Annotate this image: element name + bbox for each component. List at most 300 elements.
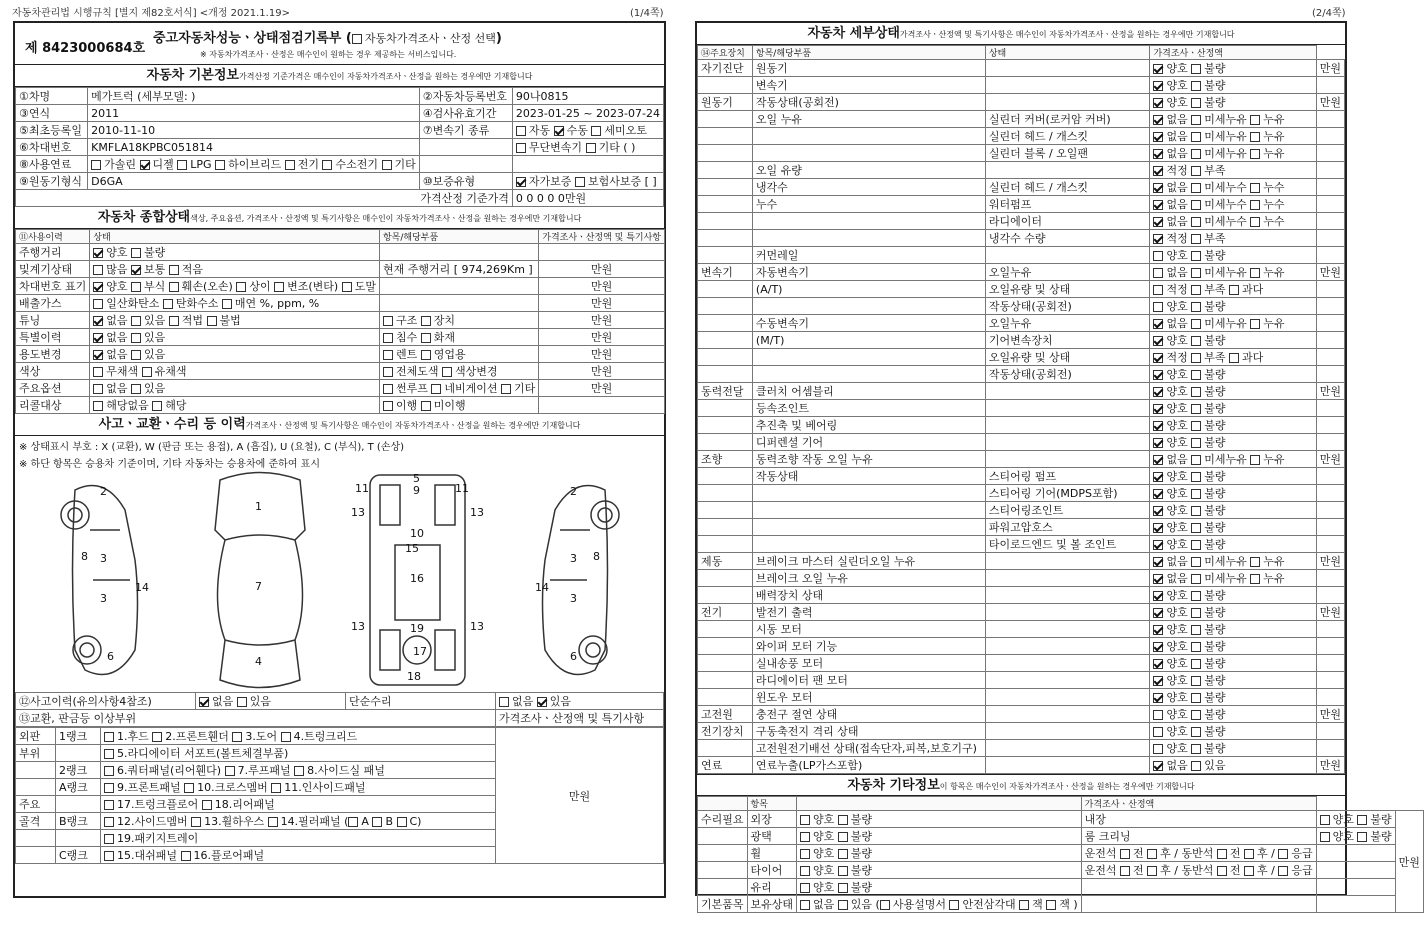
table-cell[interactable]: 무채색 유채색: [90, 363, 380, 380]
table-cell[interactable]: 양호 불량: [1150, 400, 1316, 417]
table-cell[interactable]: 가솔린 디젤 LPG 하이브리드 전기 수소전기 기타: [88, 156, 420, 173]
table-cell: 실내송풍 모터: [752, 655, 985, 672]
table-cell[interactable]: 양호 불량: [797, 845, 1082, 862]
checkbox[interactable]: [1191, 404, 1201, 414]
table-cell[interactable]: 자가보증 보험사보증 [ ]: [512, 173, 663, 190]
checkbox[interactable]: [271, 783, 281, 793]
checkbox[interactable]: [322, 160, 332, 170]
table-cell: ③연식: [16, 105, 88, 122]
table-cell[interactable]: 양호 불량: [1316, 811, 1395, 828]
table-cell[interactable]: 양호 부식 훼손(오손) 상이 변조(변타) 도말: [90, 278, 380, 295]
checkbox[interactable]: [1153, 81, 1163, 91]
checkbox[interactable]: [421, 401, 431, 411]
table-cell[interactable]: 양호 불량: [1150, 417, 1316, 434]
checkbox[interactable]: [1153, 302, 1163, 312]
checkbox[interactable]: [1191, 761, 1201, 771]
checkbox[interactable]: [800, 900, 810, 910]
checkbox[interactable]: [1191, 370, 1201, 380]
checkbox[interactable]: [91, 160, 101, 170]
checkbox[interactable]: [93, 350, 103, 360]
checkbox[interactable]: [1191, 472, 1201, 482]
table-cell[interactable]: 양호 불량: [1150, 638, 1316, 655]
table-cell[interactable]: 17.트렁크플로어 18.리어패널: [101, 796, 496, 813]
checkbox[interactable]: [372, 817, 382, 827]
checkbox[interactable]: [199, 697, 209, 707]
checkbox[interactable]: [1153, 625, 1163, 635]
checkbox[interactable]: [1250, 268, 1260, 278]
checkbox[interactable]: [1250, 115, 1260, 125]
table-cell[interactable]: 양호 불량: [797, 862, 1082, 879]
checkbox[interactable]: [131, 316, 141, 326]
checkbox[interactable]: [207, 316, 217, 326]
table-cell[interactable]: 없음 미세누유 누유: [1150, 111, 1316, 128]
checkbox[interactable]: [1191, 251, 1201, 261]
checkbox[interactable]: [383, 316, 393, 326]
checkbox[interactable]: [1153, 727, 1163, 737]
checkbox[interactable]: [1357, 832, 1367, 842]
checkbox[interactable]: [169, 316, 179, 326]
table-cell[interactable]: 없음 미세누수 누수: [1150, 213, 1316, 230]
table-cell[interactable]: 렌트 영업용: [379, 346, 538, 363]
table-cell: 등속조인트: [752, 400, 985, 417]
checkbox[interactable]: [281, 732, 291, 742]
table-cell[interactable]: 양호 불량: [1150, 723, 1316, 740]
checkbox[interactable]: [1320, 815, 1330, 825]
checkbox[interactable]: [1191, 625, 1201, 635]
checkbox[interactable]: [1217, 849, 1227, 859]
checkbox[interactable]: [1153, 557, 1163, 567]
checkbox[interactable]: [142, 367, 152, 377]
checkbox[interactable]: [1191, 557, 1201, 567]
table-cell[interactable]: 없음 미세누유 누유: [1150, 553, 1316, 570]
checkbox[interactable]: [591, 126, 601, 136]
table-cell: 타이로드엔드 및 볼 조인트: [985, 536, 1150, 553]
table-cell[interactable]: 적정 부족: [1150, 230, 1316, 247]
checkbox[interactable]: [177, 160, 187, 170]
table-cell[interactable]: 양호 불량: [797, 879, 1082, 896]
table-cell[interactable]: 양호 불량: [1150, 536, 1316, 553]
checkbox[interactable]: [131, 248, 141, 258]
table-cell[interactable]: 양호 불량: [1150, 366, 1316, 383]
checkbox[interactable]: [1191, 574, 1201, 584]
checkbox[interactable]: [104, 766, 114, 776]
checkbox[interactable]: [93, 265, 103, 275]
checkbox[interactable]: [169, 282, 179, 292]
checkbox[interactable]: [1153, 642, 1163, 652]
checkbox[interactable]: [1217, 866, 1227, 876]
checkbox[interactable]: [1250, 574, 1260, 584]
table-cell[interactable]: 적정 부족 과다: [1150, 349, 1316, 366]
checkbox[interactable]: [1153, 217, 1163, 227]
table-cell[interactable]: 양호 불량: [1150, 604, 1316, 621]
table-cell[interactable]: 운전석 전 후 / 동반석 전 후 / 응급: [1081, 845, 1316, 862]
checkbox[interactable]: [1153, 761, 1163, 771]
table-cell[interactable]: 1.후드 2.프론트휀더 3.도어 4.트렁크리드: [101, 728, 496, 745]
table-cell[interactable]: 양호 불량: [1150, 77, 1316, 94]
checkbox[interactable]: [1153, 472, 1163, 482]
checkbox[interactable]: [1244, 849, 1254, 859]
checkbox[interactable]: [222, 299, 232, 309]
table-cell[interactable]: 썬루프 네비게이션 기타: [379, 380, 538, 397]
checkbox[interactable]: [575, 177, 585, 187]
table-cell[interactable]: 없음 있음: [90, 329, 380, 346]
checkbox[interactable]: [1153, 659, 1163, 669]
table-cell[interactable]: 양호 불량: [90, 244, 380, 261]
checkbox[interactable]: [1191, 149, 1201, 159]
table-cell[interactable]: 19.패키지트레이: [101, 830, 496, 847]
checkbox[interactable]: [537, 697, 547, 707]
checkbox[interactable]: [1191, 302, 1201, 312]
checkbox[interactable]: [1250, 132, 1260, 142]
checkbox[interactable]: [1244, 866, 1254, 876]
checkbox[interactable]: [838, 900, 848, 910]
checkbox[interactable]: [1153, 319, 1163, 329]
checkbox[interactable]: [169, 265, 179, 275]
checkbox[interactable]: [1250, 183, 1260, 193]
checkbox[interactable]: [1191, 727, 1201, 737]
checkbox[interactable]: [104, 800, 114, 810]
checkbox[interactable]: [1191, 608, 1201, 618]
checkbox[interactable]: [131, 282, 141, 292]
table-cell[interactable]: 6.쿼터패널(리어휀다) 7.루프패널 8.사이드실 패널: [101, 762, 496, 779]
checkbox[interactable]: [93, 248, 103, 258]
checkbox[interactable]: [1153, 132, 1163, 142]
checkbox[interactable]: [1191, 98, 1201, 108]
checkbox[interactable]: [1191, 285, 1201, 295]
checkbox[interactable]: [1229, 353, 1239, 363]
checkbox[interactable]: [215, 160, 225, 170]
checkbox[interactable]: [1250, 200, 1260, 210]
checkbox[interactable]: [1191, 455, 1201, 465]
checkbox[interactable]: [1191, 200, 1201, 210]
table-cell[interactable]: 양호 불량: [1150, 621, 1316, 638]
table-row: [698, 111, 1345, 128]
table-cell[interactable]: 양호 불량: [1150, 740, 1316, 757]
checkbox[interactable]: [131, 384, 141, 394]
table-cell: 만원: [539, 346, 665, 363]
checkbox[interactable]: [104, 817, 114, 827]
checkbox[interactable]: [1153, 404, 1163, 414]
checkbox[interactable]: [1153, 506, 1163, 516]
checkbox[interactable]: [383, 350, 393, 360]
table-cell[interactable]: 양호 불량: [1150, 383, 1316, 400]
table-cell[interactable]: 양호 불량: [1150, 587, 1316, 604]
checkbox[interactable]: [1191, 642, 1201, 652]
checkbox[interactable]: [421, 333, 431, 343]
checkbox[interactable]: [131, 350, 141, 360]
checkbox[interactable]: [421, 316, 431, 326]
table-cell[interactable]: 양호 불량: [1150, 485, 1316, 502]
checkbox[interactable]: [554, 126, 564, 136]
table-cell[interactable]: 없음 미세누수 누수: [1150, 179, 1316, 196]
checkbox[interactable]: [1153, 744, 1163, 754]
checkbox[interactable]: [1019, 900, 1029, 910]
checkbox[interactable]: [152, 732, 162, 742]
table-cell[interactable]: 양호 불량: [1150, 502, 1316, 519]
checkbox[interactable]: [268, 817, 278, 827]
checkbox[interactable]: [1250, 557, 1260, 567]
checkbox[interactable]: [1153, 268, 1163, 278]
checkbox[interactable]: [348, 817, 358, 827]
checkbox[interactable]: [421, 350, 431, 360]
checkbox[interactable]: [516, 143, 526, 153]
table-cell[interactable]: 없음 미세누유 누유: [1150, 145, 1316, 162]
checkbox[interactable]: [383, 401, 393, 411]
checkbox[interactable]: [163, 299, 173, 309]
checkbox[interactable]: [232, 732, 242, 742]
checkbox[interactable]: [93, 367, 103, 377]
checkbox[interactable]: [1191, 64, 1201, 74]
checkbox[interactable]: [516, 126, 526, 136]
checkbox[interactable]: [104, 749, 114, 759]
checkbox[interactable]: [1191, 217, 1201, 227]
table-cell[interactable]: 구조 장치: [379, 312, 538, 329]
table-cell[interactable]: 15.대쉬패널 16.플로어패널: [101, 847, 496, 864]
checkbox[interactable]: [1153, 251, 1163, 261]
checkbox[interactable]: [1153, 98, 1163, 108]
checkbox[interactable]: [499, 697, 509, 707]
table-cell[interactable]: 적정 부족 과다: [1150, 281, 1316, 298]
checkbox[interactable]: [104, 783, 114, 793]
table-cell[interactable]: 없음 있음: [90, 346, 380, 363]
checkbox[interactable]: [880, 900, 890, 910]
checkbox[interactable]: [1153, 676, 1163, 686]
checkbox[interactable]: [1153, 64, 1163, 74]
checkbox[interactable]: [93, 299, 103, 309]
checkbox[interactable]: [1229, 285, 1239, 295]
table-cell[interactable]: 없음 있음: [1150, 757, 1316, 774]
checkbox[interactable]: [1153, 200, 1163, 210]
checkbox[interactable]: [1191, 319, 1201, 329]
checkbox[interactable]: [1153, 540, 1163, 550]
table-cell[interactable]: 없음 미세누유 누유: [1150, 128, 1316, 145]
table-cell[interactable]: 9.프론트패널 10.크로스멤버 11.인사이드패널: [101, 779, 496, 796]
checkbox[interactable]: [397, 817, 407, 827]
simple-repair-options[interactable]: 없음 있음: [496, 693, 664, 710]
checkbox[interactable]: [1191, 115, 1201, 125]
checkbox[interactable]: [1191, 506, 1201, 516]
checkbox[interactable]: [1250, 319, 1260, 329]
checkbox[interactable]: [1191, 676, 1201, 686]
checkbox[interactable]: [1153, 234, 1163, 244]
checkbox[interactable]: [1191, 693, 1201, 703]
checkbox[interactable]: [838, 815, 848, 825]
checkbox[interactable]: [104, 851, 114, 861]
table-cell[interactable]: 해당없음 해당: [90, 397, 380, 414]
table-cell[interactable]: 양호 불량: [1150, 689, 1316, 706]
checkbox[interactable]: [1191, 336, 1201, 346]
checkbox[interactable]: [1147, 849, 1157, 859]
checkbox[interactable]: [1191, 421, 1201, 431]
checkbox[interactable]: [586, 143, 596, 153]
checkbox[interactable]: [800, 815, 810, 825]
checkbox[interactable]: [1153, 183, 1163, 193]
checkbox[interactable]: [838, 849, 848, 859]
checkbox[interactable]: [1191, 132, 1201, 142]
checkbox[interactable]: [383, 333, 393, 343]
checkbox[interactable]: [1147, 866, 1157, 876]
checkbox[interactable]: [800, 883, 810, 893]
checkbox[interactable]: [1153, 421, 1163, 431]
table-cell[interactable]: 없음 있음: [90, 380, 380, 397]
checkbox[interactable]: [383, 367, 393, 377]
checkbox[interactable]: [1153, 353, 1163, 363]
checkbox[interactable]: [93, 333, 103, 343]
table-cell[interactable]: 무단변속기 기타 ( ): [512, 139, 663, 156]
table-cell[interactable]: 일산화탄소 탄화수소 매연 %, ppm, %: [90, 295, 380, 312]
checkbox[interactable]: [442, 367, 452, 377]
table-cell: 파워고압호스: [985, 519, 1150, 536]
table-cell: ①차명: [16, 88, 88, 105]
table-cell[interactable]: 양호 불량: [1150, 247, 1316, 264]
checkbox[interactable]: [104, 834, 114, 844]
table-cell[interactable]: 5.라디에이터 서포트(볼트체결부품): [101, 745, 496, 762]
checkbox[interactable]: [949, 900, 959, 910]
checkbox[interactable]: [1153, 693, 1163, 703]
checkbox[interactable]: [1153, 149, 1163, 159]
checkbox[interactable]: [1191, 234, 1201, 244]
checkbox[interactable]: [1191, 438, 1201, 448]
table-cell[interactable]: 양호 불량: [1150, 519, 1316, 536]
checkbox[interactable]: [1191, 268, 1201, 278]
table-cell[interactable]: 많음 보통 적음: [90, 261, 380, 278]
checkbox[interactable]: [237, 697, 247, 707]
checkbox[interactable]: [1191, 81, 1201, 91]
table-cell[interactable]: 없음 미세누유 누유: [1150, 264, 1316, 281]
checkbox[interactable]: [131, 265, 141, 275]
table-cell[interactable]: 양호 불량: [1150, 672, 1316, 689]
table-cell[interactable]: 적정 부족: [1150, 162, 1316, 179]
checkbox[interactable]: [1250, 455, 1260, 465]
checkbox[interactable]: [294, 766, 304, 776]
table-cell[interactable]: 양호 불량: [1150, 298, 1316, 315]
checkbox[interactable]: [152, 401, 162, 411]
checkbox[interactable]: [225, 766, 235, 776]
checkbox[interactable]: [501, 384, 511, 394]
checkbox[interactable]: [285, 160, 295, 170]
checkbox[interactable]: [382, 160, 392, 170]
checkbox[interactable]: [1357, 815, 1367, 825]
table-cell: 전기: [698, 604, 753, 621]
table-cell[interactable]: 전체도색 색상변경: [379, 363, 538, 380]
checkbox[interactable]: [342, 282, 352, 292]
table-cell[interactable]: 양호 불량: [1150, 434, 1316, 451]
table-cell[interactable]: 양호 불량: [1150, 94, 1316, 111]
accident-history-options[interactable]: 없음 있음: [196, 693, 346, 710]
checkbox[interactable]: [202, 800, 212, 810]
checkbox[interactable]: [1046, 900, 1056, 910]
checkbox[interactable]: [1153, 489, 1163, 499]
checkbox[interactable]: [236, 282, 246, 292]
checkbox[interactable]: [800, 832, 810, 842]
table-cell[interactable]: 자동 수동 세미오토: [512, 122, 663, 139]
checkbox[interactable]: [431, 384, 441, 394]
table-cell[interactable]: 없음 미세누유 누유: [1150, 315, 1316, 332]
checkbox[interactable]: [1153, 523, 1163, 533]
checkbox[interactable]: [1153, 387, 1163, 397]
checkbox[interactable]: [1153, 370, 1163, 380]
table-cell[interactable]: 12.사이드멤버 13.휠하우스 14.필러패널 ( A B C): [101, 813, 496, 830]
checkbox[interactable]: [838, 832, 848, 842]
table-cell[interactable]: 운전석 전 후 / 동반석 전 후 / 응급: [1081, 862, 1316, 879]
table-cell[interactable]: 없음 있음 ( 사용설명서 안전삼각대 잭 잭 ): [797, 896, 1082, 913]
checkbox[interactable]: [1191, 353, 1201, 363]
checkbox[interactable]: [1278, 866, 1288, 876]
table-cell[interactable]: 양호 불량: [1150, 468, 1316, 485]
table-cell[interactable]: 양호 불량: [1150, 655, 1316, 672]
table-cell[interactable]: 양호 불량: [797, 828, 1082, 845]
checkbox[interactable]: [1153, 438, 1163, 448]
checkbox[interactable]: [93, 384, 103, 394]
checkbox[interactable]: [838, 866, 848, 876]
checkbox[interactable]: [131, 333, 141, 343]
checkbox[interactable]: [1191, 540, 1201, 550]
checkbox[interactable]: [838, 883, 848, 893]
checkbox[interactable]: [1250, 217, 1260, 227]
checkbox[interactable]: [140, 160, 150, 170]
checkbox[interactable]: [1191, 523, 1201, 533]
checkbox[interactable]: [1278, 849, 1288, 859]
checkbox[interactable]: [383, 384, 393, 394]
checkbox[interactable]: [1191, 744, 1201, 754]
table-cell[interactable]: 없음 미세누유 누유: [1150, 570, 1316, 587]
checkbox[interactable]: [1153, 455, 1163, 465]
checkbox[interactable]: [1250, 149, 1260, 159]
checkbox[interactable]: [181, 851, 191, 861]
table-cell[interactable]: 양호 불량: [1316, 828, 1395, 845]
table-cell[interactable]: 없음 미세누수 누수: [1150, 196, 1316, 213]
table-cell[interactable]: 침수 화재: [379, 329, 538, 346]
checkbox[interactable]: [1153, 608, 1163, 618]
checkbox[interactable]: [1191, 183, 1201, 193]
table-cell[interactable]: 양호 불량: [1150, 332, 1316, 349]
checkbox[interactable]: [1153, 285, 1163, 295]
checkbox[interactable]: [93, 401, 103, 411]
checkbox[interactable]: [1191, 659, 1201, 669]
table-cell[interactable]: 양호 불량: [1150, 706, 1316, 723]
checkbox[interactable]: [1120, 849, 1130, 859]
checkbox[interactable]: [1153, 166, 1163, 176]
checkbox[interactable]: [1191, 387, 1201, 397]
checkbox[interactable]: [191, 817, 201, 827]
checkbox[interactable]: [516, 177, 526, 187]
checkbox[interactable]: [1191, 166, 1201, 176]
checkbox[interactable]: [1320, 832, 1330, 842]
checkbox[interactable]: [184, 783, 194, 793]
table-cell[interactable]: 양호 불량: [797, 811, 1082, 828]
checkbox[interactable]: [1153, 710, 1163, 720]
table-cell[interactable]: 양호 불량: [1150, 60, 1316, 77]
checkbox[interactable]: [1153, 591, 1163, 601]
checkbox[interactable]: [1153, 115, 1163, 125]
checkbox[interactable]: [1120, 866, 1130, 876]
checkbox[interactable]: [1191, 591, 1201, 601]
checkbox[interactable]: [1153, 336, 1163, 346]
checkbox[interactable]: [274, 282, 284, 292]
checkbox[interactable]: [104, 732, 114, 742]
table-cell[interactable]: 이행 미이행: [379, 397, 538, 414]
table-cell[interactable]: 없음 있음 적법 불법: [90, 312, 380, 329]
table-cell[interactable]: 없음 미세누유 누유: [1150, 451, 1316, 468]
checkbox[interactable]: [800, 866, 810, 876]
table-cell: [1316, 366, 1344, 383]
checkbox[interactable]: [1191, 710, 1201, 720]
checkbox[interactable]: [1153, 574, 1163, 584]
checkbox[interactable]: [1191, 489, 1201, 499]
checkbox[interactable]: [93, 316, 103, 326]
checkbox[interactable]: [93, 282, 103, 292]
checkbox[interactable]: [800, 849, 810, 859]
